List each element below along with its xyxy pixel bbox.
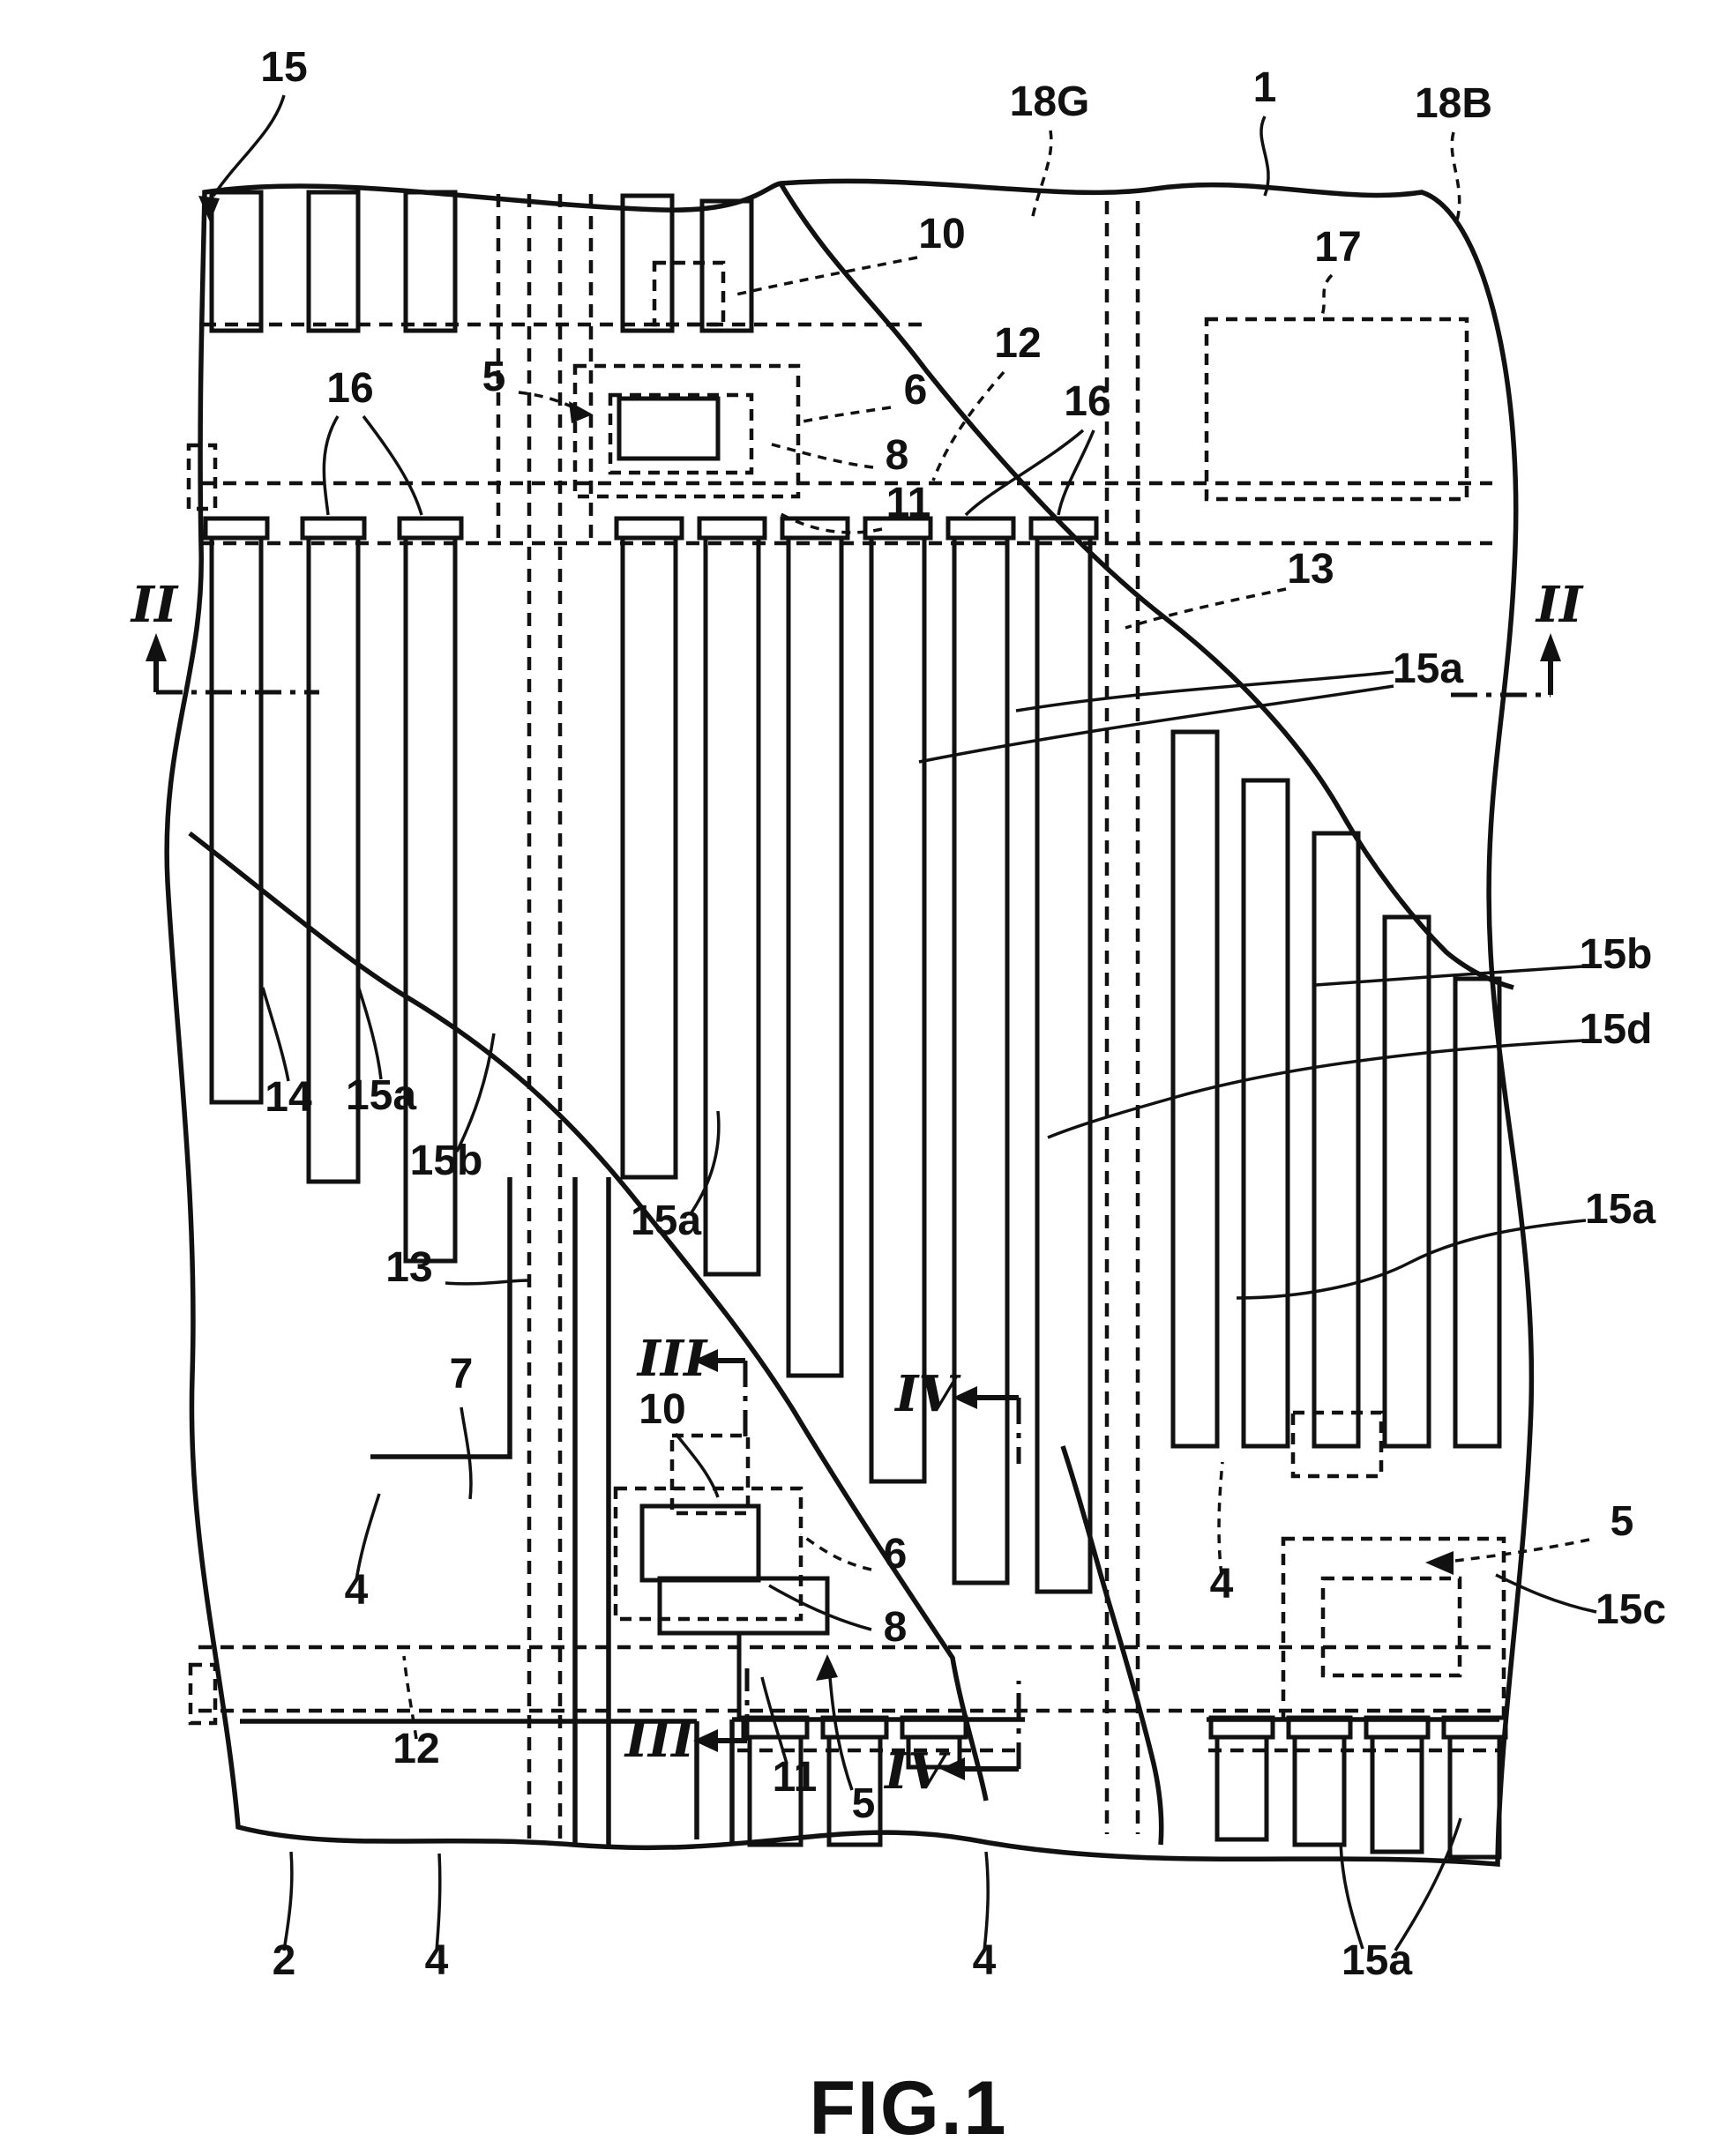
- leader-16-left-b: [363, 416, 422, 515]
- leader-7: [461, 1407, 471, 1499]
- bottom-right-electrode-row: [1211, 1718, 1506, 1857]
- label-8-bottom: 8: [883, 1604, 908, 1651]
- label-10-top: 10: [918, 211, 966, 257]
- arrow-up-icon: [816, 1654, 838, 1681]
- electrode-bar-15a: [212, 526, 261, 1102]
- dashed-box-10: [672, 1436, 748, 1513]
- label-4-bottom-mid: 4: [972, 1937, 997, 1984]
- leader-16-right-b: [1058, 430, 1094, 515]
- label-6-bottom: 6: [883, 1531, 908, 1578]
- leader-6-bottom: [801, 1534, 871, 1570]
- electrode-bar-15a: [1372, 1727, 1422, 1852]
- electrode-bar-15a: [623, 526, 676, 1177]
- dashed-box-5: [1283, 1539, 1504, 1720]
- label-13-mid: 13: [385, 1244, 433, 1291]
- dashed-box-15c: [1323, 1578, 1460, 1675]
- bottom-right-tft-region: [1283, 1413, 1504, 1720]
- label-5-right: 5: [1610, 1498, 1634, 1545]
- label-8-top: 8: [885, 432, 909, 479]
- arrow-up-icon: [146, 633, 167, 661]
- label-5-bottom: 5: [851, 1780, 876, 1827]
- electrode-bar-15a: [1450, 1727, 1499, 1857]
- label-4-left: 4: [344, 1567, 369, 1614]
- leader-10-top: [732, 257, 917, 295]
- label-15b-left: 15b: [409, 1138, 483, 1184]
- tft-electrode: [642, 1506, 759, 1580]
- leader-18B: [1452, 132, 1459, 220]
- label-12-bottom: 12: [392, 1726, 440, 1772]
- label-16-left: 16: [326, 365, 374, 412]
- leader-18G: [1032, 131, 1051, 220]
- label-II-right: II: [1536, 576, 1583, 634]
- leader-17: [1321, 275, 1332, 317]
- label-10-bottom: 10: [639, 1386, 686, 1433]
- leader-1: [1261, 116, 1268, 196]
- middle-electrode-group: [617, 518, 1096, 1592]
- electrode-bar-15a: [871, 526, 924, 1481]
- label-5-top: 5: [482, 354, 506, 400]
- label-17: 17: [1314, 224, 1362, 271]
- label-15d: 15d: [1579, 1006, 1653, 1053]
- leader-8-top: [766, 443, 873, 467]
- leader-4-right-mid: [1219, 1462, 1222, 1575]
- label-14: 14: [265, 1074, 312, 1121]
- electrode-cap: [303, 518, 364, 538]
- bottom-middle-tft-region: [616, 1436, 827, 1718]
- leader-13-mid: [445, 1280, 529, 1284]
- label-IV-bottom: IV: [885, 1742, 946, 1801]
- label-18G: 18G: [1009, 78, 1090, 125]
- leader-4-bottom-mid: [984, 1852, 988, 1951]
- tft-electrode: [619, 399, 718, 459]
- label-1: 1: [1252, 64, 1277, 111]
- electrode-bar: [406, 192, 455, 331]
- leader-5-top: [519, 392, 573, 407]
- label-4-right-mid: 4: [1209, 1561, 1234, 1608]
- label-2: 2: [272, 1937, 296, 1984]
- label-4-bottom-left: 4: [424, 1937, 449, 1984]
- leader-8-bottom: [769, 1585, 871, 1630]
- dashed-box-8: [610, 395, 751, 473]
- electrode-bar-15a: [1314, 833, 1358, 1446]
- electrode-cap-16: [617, 518, 682, 538]
- electrode-bar: [702, 201, 751, 331]
- figure-caption: FIG.1: [809, 2066, 1008, 2151]
- arrow-up-icon: [1540, 633, 1561, 661]
- leader-15a-left: [358, 986, 381, 1079]
- dashed-pad-17: [1207, 319, 1467, 499]
- electrode-bar: [212, 192, 261, 331]
- label-II-left: II: [131, 576, 178, 634]
- label-15a-bottom-right: 15a: [1341, 1937, 1413, 1984]
- label-15a-right-top: 15a: [1392, 645, 1464, 692]
- electrode-cap-16: [948, 518, 1013, 538]
- electrode-bar-15a: [788, 526, 841, 1376]
- label-15c: 15c: [1595, 1586, 1667, 1633]
- top-tft-region: [575, 263, 798, 496]
- label-15a-right-mid: 15a: [1584, 1186, 1656, 1233]
- label-7: 7: [449, 1351, 474, 1398]
- label-15b-right: 15b: [1579, 931, 1653, 978]
- leader-15c: [1496, 1575, 1596, 1612]
- top-electrode-row: [212, 192, 751, 331]
- electrode-cap-16: [699, 518, 765, 538]
- electrode-cap: [400, 518, 461, 538]
- label-13-top: 13: [1287, 546, 1334, 593]
- leader-16-right-a: [966, 430, 1083, 515]
- right-electrode-group: [1173, 732, 1499, 1446]
- dashed-contact-box: [191, 1665, 215, 1723]
- leader-16-left-a: [324, 416, 338, 515]
- arrow-left-icon: [1425, 1551, 1454, 1575]
- label-16-right: 16: [1064, 378, 1111, 425]
- electrode-bar-15b: [954, 526, 1007, 1583]
- leader-14: [263, 988, 288, 1081]
- electrode-cap: [206, 518, 267, 538]
- label-11-bottom: 11: [772, 1754, 818, 1801]
- electrode-bar-15a: [1295, 1727, 1344, 1845]
- leader-15: [213, 95, 284, 196]
- label-IV-top: IV: [895, 1365, 957, 1423]
- label-III-bottom: III: [624, 1711, 695, 1769]
- label-12-top: 12: [994, 320, 1042, 367]
- leader-4-bottom-left: [437, 1854, 440, 1951]
- electrode-bar-15b: [1037, 526, 1090, 1592]
- leader-6-top: [803, 407, 891, 422]
- label-III-top: III: [637, 1330, 707, 1388]
- electrode-bar-15a: [1385, 917, 1429, 1446]
- label-6-top: 6: [903, 367, 928, 414]
- electrode-bar: [309, 192, 358, 331]
- label-11-top: 11: [886, 480, 931, 526]
- dashed-box-6: [575, 366, 798, 496]
- label-15: 15: [260, 44, 308, 91]
- electrode-bar-15d: [1244, 780, 1288, 1446]
- leader-2: [284, 1852, 292, 1951]
- electrode-bar-15a: [1217, 1727, 1267, 1839]
- label-18B: 18B: [1414, 80, 1493, 127]
- label-15a-mid: 15a: [630, 1197, 702, 1244]
- label-15a-left: 15a: [345, 1072, 417, 1119]
